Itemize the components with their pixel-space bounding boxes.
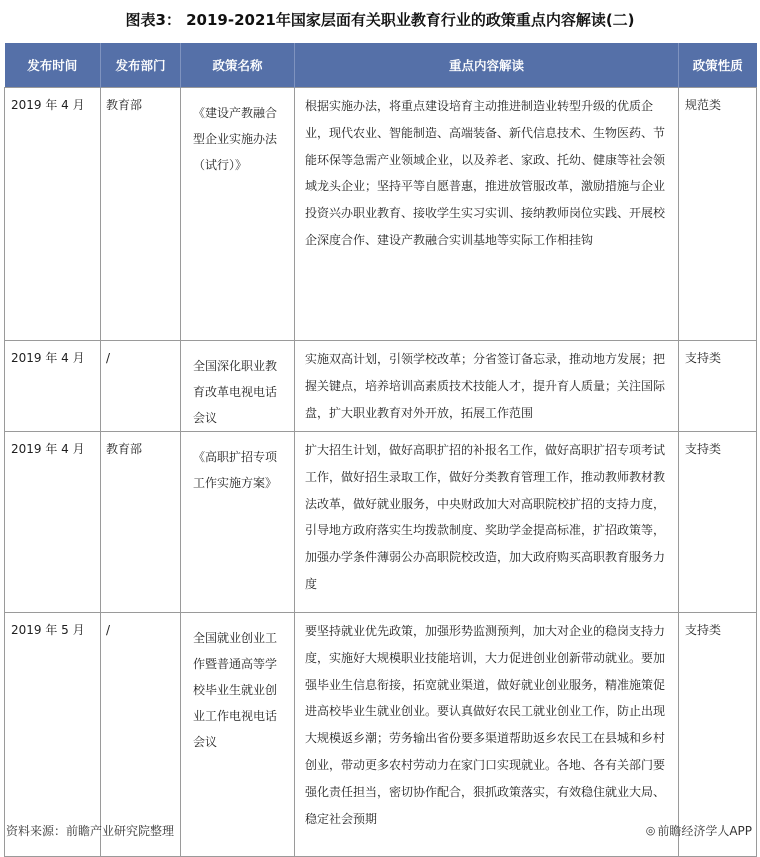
header-content: 重点内容解读 (295, 43, 679, 88)
cell-policy-name: 全国深化职业教育改革电视电话会议 (181, 341, 295, 432)
cell-date: 2019 年 5 月 (5, 613, 101, 857)
table-row (5, 341, 757, 432)
table-row (5, 88, 757, 341)
cell-content: 扩大招生计划，做好高职扩招的补报名工作，做好高职扩招专项考试工作，做好招生录取工作，做好分类教育管理工作，推动教师教材教法改革，做好就业服务，中央财政加大对高职院校扩招的支持力度，引导地方政府落实生均拨款制度、奖助学金提高标准，扩招政策等，加强办学条件薄弱公办高职院校改造，加大政府购买高职教育服务力度 (295, 432, 679, 613)
cell-dept: 教育部 (101, 88, 181, 341)
cell-date: 2019 年 4 月 (5, 432, 101, 613)
cell-policy-name: 《高职扩招专项工作实施方案》 (181, 432, 295, 613)
cell-nature: 规范类 (679, 88, 757, 341)
chart-title: 图表3： 2019-2021年国家层面有关职业教育行业的政策重点内容解读(二) (125, 11, 635, 29)
cell-date: 2019 年 4 月 (5, 341, 101, 432)
cell-content: 要坚持就业优先政策，加强形势监测预判，加大对企业的稳岗支持力度，实施好大规模职业技能培训，大力促进创业创新带动就业。要加强毕业生信息衔接，拓宽就业渠道，做好就业创业服务，精准施策促进高校毕业生就业创业。要认真做好农民工就业创业工作，防止出现大规模返乡潮；劳务输出省份要多渠道帮助返乡农民工在县城和乡村创业，带动更多农村劳动力在家门口实现就业。各地、各有关部门要强化责任担当，密切协作配合，狠抓政策落实，有效稳住就业大局、稳定社会预期 (295, 613, 679, 857)
cell-nature: 支持类 (679, 341, 757, 432)
header-date: 发布时间 (5, 43, 101, 88)
cell-policy-name: 《建设产教融合型企业实施办法（试行）》 (181, 88, 295, 341)
cell-policy-name: 全国就业创业工作暨普通高等学校毕业生就业创业工作电视电话会议 (181, 613, 295, 857)
cell-date: 2019 年 4 月 (5, 88, 101, 341)
cell-dept: 教育部 (101, 432, 181, 613)
header-nature: 政策性质 (679, 43, 757, 88)
camera-icon: ◎ (645, 824, 656, 837)
cell-nature: 支持类 (679, 613, 757, 857)
cell-nature: 支持类 (679, 432, 757, 613)
brand-credit (646, 820, 752, 842)
table-row (5, 432, 757, 613)
header-dept: 发布部门 (101, 43, 181, 88)
cell-content: 根据实施办法，将重点建设培育主动推进制造业转型升级的优质企业，现代农业、智能制造、高端装备、新代信息技术、生物医药、节能环保等急需产业领域企业，以及养老、家政、托幼、健康等社会领域龙头企业；坚持平等自愿普惠，推进放管服改革，激励措施与企业投资兴办职业教育、接收学生实习实训、接纳教师岗位实践、开展校企深度合作、建设产教融合实训基地等实际工作相挂钩 (295, 88, 679, 341)
source-note: 资料来源：前瞻产业研究院整理 (6, 824, 175, 838)
cell-dept: / (101, 613, 181, 857)
table-header-row (5, 43, 757, 88)
header-name: 政策名称 (181, 43, 295, 88)
brand-label: 前瞻经济学人APP (657, 824, 752, 838)
policy-table (4, 43, 757, 857)
cell-dept: / (101, 341, 181, 432)
cell-content: 实施双高计划，引领学校改革；分省签订备忘录，推动地方发展；把握关键点，培养培训高素质技术技能人才，提升育人质量；关注国际盘，扩大职业教育对外开放，拓展工作范围 (295, 341, 679, 432)
